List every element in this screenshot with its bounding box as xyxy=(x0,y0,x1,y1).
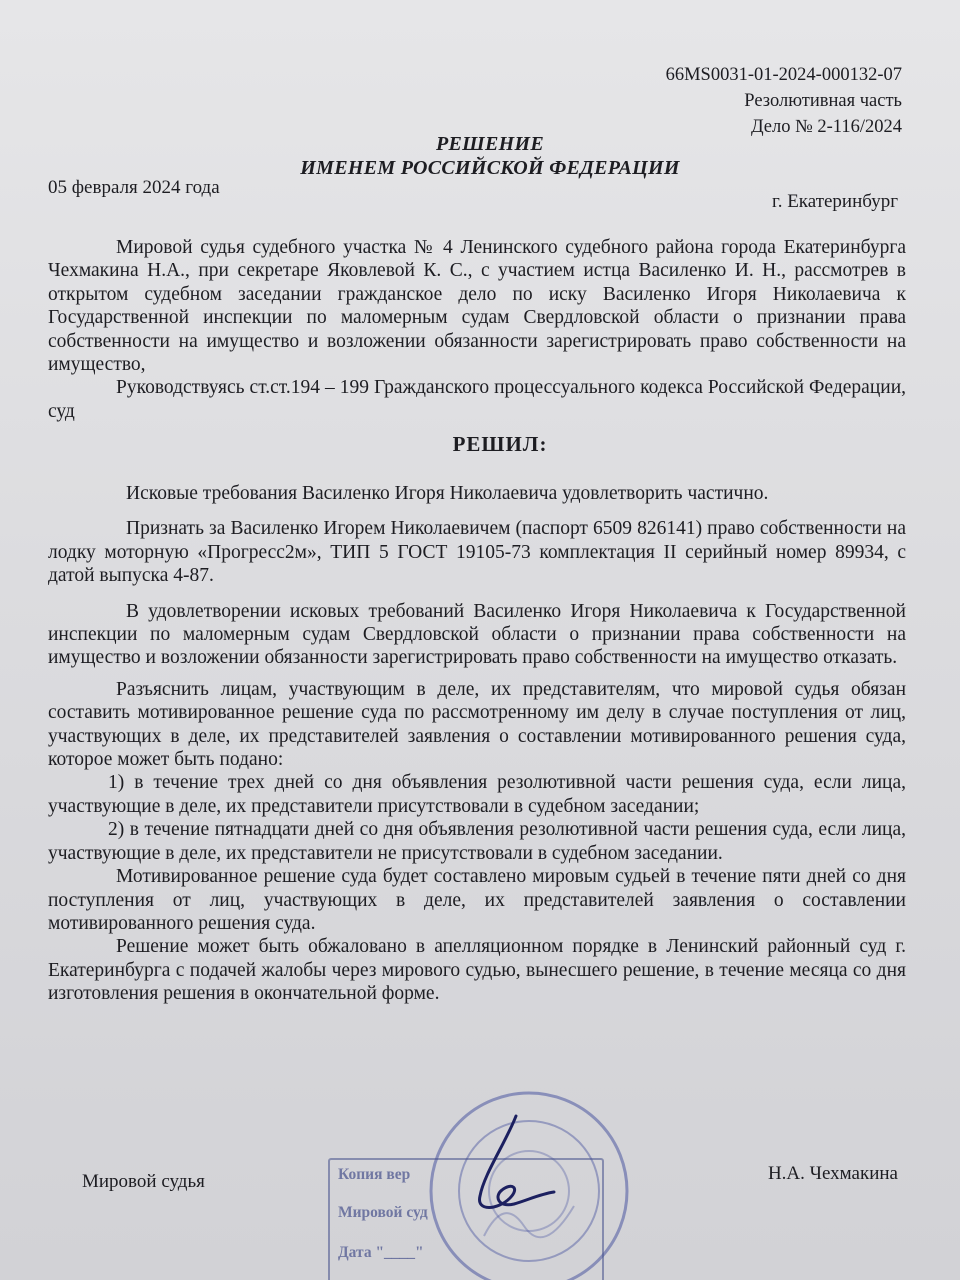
document-header xyxy=(666,62,902,140)
signature-name: Н.А. Чехмакина xyxy=(767,1163,898,1184)
handwritten-signature xyxy=(454,1112,574,1222)
title-line-2: ИМЕНЕМ РОССИЙСКОЙ ФЕДЕРАЦИИ xyxy=(300,157,680,179)
decision-paragraph: 1) в течение трех дней со дня объявления резолютивной части решения суда, если лица, участвующие в деле, их представители присутствовали в судебном заседании; xyxy=(48,772,906,817)
stamp-line-1: Копия вер xyxy=(338,1166,411,1183)
resolved-heading: РЕШИЛ: xyxy=(452,432,548,456)
file-number: Дело № 2-116/2024 xyxy=(750,117,902,137)
decision-paragraph: 2) в течение пятнадцати дней со дня объявления резолютивной части решения суда, если лица, участвующие в деле, их представители не присутствовали в судебном заседании. xyxy=(48,819,906,864)
intro-section xyxy=(48,236,906,423)
document-city: г. Екатеринбург xyxy=(772,191,898,212)
case-number: 66MS0031-01-2024-000132-07 xyxy=(665,65,902,85)
stamp-line-3: Дата "____" xyxy=(338,1244,424,1261)
title-line-1: РЕШЕНИЕ xyxy=(436,133,544,155)
intro-paragraph: Руководствуясь ст.ст.194 – 199 Гражданского процессуального кодекса Российской Федерации, суд xyxy=(48,377,906,422)
decision-section xyxy=(48,482,906,1006)
decision-paragraph: В удовлетворении исковых требований Василенко Игоря Николаевича к Государственной инспекции по маломерным судам Свердловской области о признании права собственности на имущество и возложении обязанности зарегистрировать право собственности на имущество отказать. xyxy=(48,600,906,669)
intro-paragraph: Мировой судья судебного участка № 4 Ленинского судебного района города Екатеринбурга Чехмакина Н.А., при секретаре Яковлевой К. С., с участием истца Василенко И. Н., рассмотрев в открытом судебном заседании гражданское дело по иску Василенко Игоря Николаевича к Государственной инспекции по маломерным судам Свердловской области о признании права собственности на имущество и возложении обязанности зарегистрировать право собственности на имущество, xyxy=(48,237,906,376)
decision-paragraph: Разъяснить лицам, участвующим в деле, их представителям, что мировой судья обязан составить мотивированное решение суда по рассмотренному им делу в случае поступления от лиц, участвующих в деле, их представителей заявления о составлении мотивированного решения суда, которое может быть подано: xyxy=(48,678,906,771)
stamp-line-2: Мировой суд xyxy=(338,1204,428,1221)
decision-paragraph: Мотивированное решение суда будет составлено мировым судьей в течение пяти дней со дня поступления от лиц, участвующих в деле, их представителей заявления о составлении мотивированного решения суда. xyxy=(48,866,906,934)
document-title xyxy=(0,132,960,180)
decision-paragraph: Исковые требования Василенко Игоря Николаевича удовлетворить частично. xyxy=(126,483,769,504)
document-date: 05 февраля 2024 года xyxy=(48,177,220,198)
signature-role: Мировой судья xyxy=(82,1171,205,1192)
decision-paragraph: Признать за Василенко Игорем Николаевичем (паспорт 6509 826141) право собственности на лодку моторную «Прогресс2м», ТИП 5 ГОСТ 19105-73 комплектация II серийный номер 89934, с датой выпуска 4-87. xyxy=(48,518,906,587)
decision-paragraph: Решение может быть обжаловано в апелляционном порядке в Ленинский районный суд г. Екатеринбурга с подачей жалобы через мирового судью, вынесшего решение, в течение месяца со дня изготовления решения в окончательной форме. xyxy=(48,936,906,1005)
document-part: Резолютивная часть xyxy=(744,91,902,111)
